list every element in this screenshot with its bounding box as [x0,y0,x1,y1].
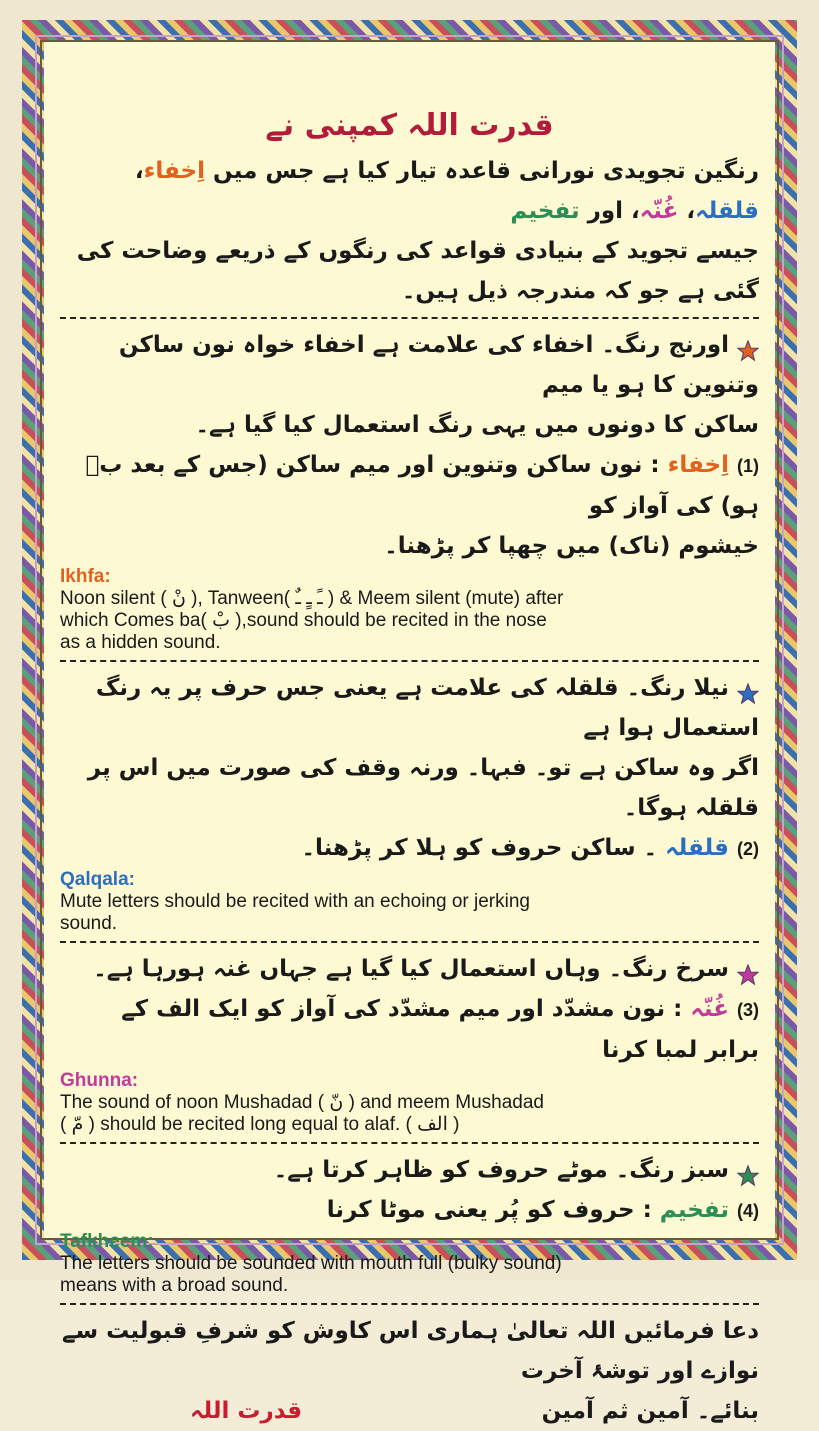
rule-number: (2) [736,839,759,859]
rule-number: (3) [736,1000,759,1020]
rule-text: : نون ساکن وتنوین اور میم ساکن (جس کے بعد بؔ ہو) کی آواز کو [85,452,759,519]
section-tafkheem [60,1142,759,1297]
rule-term: تفخیم [659,1197,729,1223]
intro-line-2: جیسے تجوید کے بنیادی قواعد کی رنگوں کے ذریعے وضاحت کی گئی ہے جو کہ مندرجہ ذیل ہیں۔ [76,238,759,304]
rule-number: (4) [736,1201,759,1221]
divider [60,1303,759,1305]
divider [60,317,759,319]
star-icon [737,1160,759,1182]
english-description-line: which Comes ba( بْ ),sound should be recited in the nose [60,610,547,631]
english-description-line: Noon silent ( نْ ), Tanween( ـً ـٍ ـٌ ) & Meem silent (mute) after [60,588,564,609]
page-content [60,60,759,1424]
page-title: قدرت اللہ کمپنی نے [265,108,554,143]
english-description-line: sound. [60,913,118,934]
rule-text: : نون مشدّد اور میم مشدّد کی آواز کو ایک الف کے برابر لمبا کرنا [121,996,759,1063]
sections-container [60,317,759,1297]
color-description-line [60,1150,759,1190]
english-term: Tafkheem: [60,1231,154,1252]
signature: قدرت اللہ [190,1398,303,1424]
rule-term: قلقلہ [665,835,729,861]
star-icon [737,959,759,981]
english-description-line: The letters should be sounded with mouth full (bulky sound) [60,1253,562,1274]
section-ikhfa [60,317,759,654]
rule-line [60,445,759,526]
color-description-text: اورنج رنگ۔ اخفاء کی علامت ہے اخفاء خواہ نون ساکن وتنوین کا ہو یا میم [118,332,759,398]
closing-line-2: بنائے۔ آمین ثم آمین [541,1398,759,1424]
star-icon [737,335,759,357]
english-description-line: ( مّ ) should be recited long equal to alaf. ( الف ) [60,1114,460,1135]
star-icon [737,678,759,700]
color-description-line [60,748,759,828]
closing-line-1: دعا فرمائیں اللہ تعالیٰ ہماری اس کاوش کو شرفِ قبولیت سے نوازے اور توشۂ آخرت [61,1318,759,1384]
keyword-qalqala: قلقلہ [695,198,759,224]
rule-term: اِخفاء [667,452,729,478]
divider [60,941,759,943]
rule-text: خیشوم (ناک) میں چھپا کر پڑھنا۔ [384,533,759,559]
intro-line-1: رنگین تجویدی نورانی قاعدہ تیار کیا ہے جس میں اِخفاء، قلقلہ، غُنّہ، اور تفخیم [134,158,759,224]
color-description-line [60,405,759,445]
rule-number: (1) [736,456,759,476]
rule-line [60,828,759,869]
rule-text: : حروف کو پُر یعنی موٹا کرنا [326,1197,652,1223]
keyword-ghunna: غُنّہ [639,198,679,224]
rule-term: غُنّہ [690,996,729,1022]
color-description-text: اگر وہ ساکن ہے تو۔ فبہا۔ ورنہ وقف کی صورت میں اس پر قلقلہ ہوگا۔ [87,755,759,821]
section-qalqala [60,660,759,935]
keyword-tafkheem: تفخیم [510,198,580,224]
english-description-line: Mute letters should be recited with an echoing or jerking [60,891,530,912]
intro-and: اور [587,198,624,224]
intro-text: رنگین تجویدی نورانی قاعدہ تیار کیا ہے جس میں [213,158,759,184]
english-description-line: means with a broad sound. [60,1275,289,1296]
rule-line [60,526,759,566]
color-description-text: سرخ رنگ۔ وہاں استعمال کیا گیا ہے جہاں غنہ ہورہا ہے۔ [93,956,729,982]
color-description-line [60,668,759,748]
section-ghunna [60,941,759,1136]
english-term: Ghunna: [60,1070,139,1091]
rule-line [60,989,759,1070]
color-description-text: نیلا رنگ۔ قلقلہ کی علامت ہے یعنی جس حرف پر یہ رنگ استعمال ہوا ہے [95,675,759,741]
color-description-text: سبز رنگ۔ موٹے حروف کو ظاہر کرتا ہے۔ [273,1157,729,1183]
color-description-text: ساکن کا دونوں میں یہی رنگ استعمال کیا گیا ہے۔ [195,412,759,438]
closing-row [60,1391,759,1431]
english-description-line: The sound of noon Mushadad ( نّ ) and meem Mushadad [60,1092,544,1113]
rule-text: ۔ ساکن حروف کو ہلا کر پڑھنا۔ [301,835,658,861]
keyword-ikhfa: اِخفاء [143,158,206,184]
color-description-line [60,325,759,405]
english-term: Ikhfa: [60,566,111,587]
rule-line [60,1190,759,1231]
english-term: Qalqala: [60,869,135,890]
color-description-line [60,949,759,989]
english-description-line: as a hidden sound. [60,632,221,653]
divider [60,1142,759,1144]
divider [60,660,759,662]
